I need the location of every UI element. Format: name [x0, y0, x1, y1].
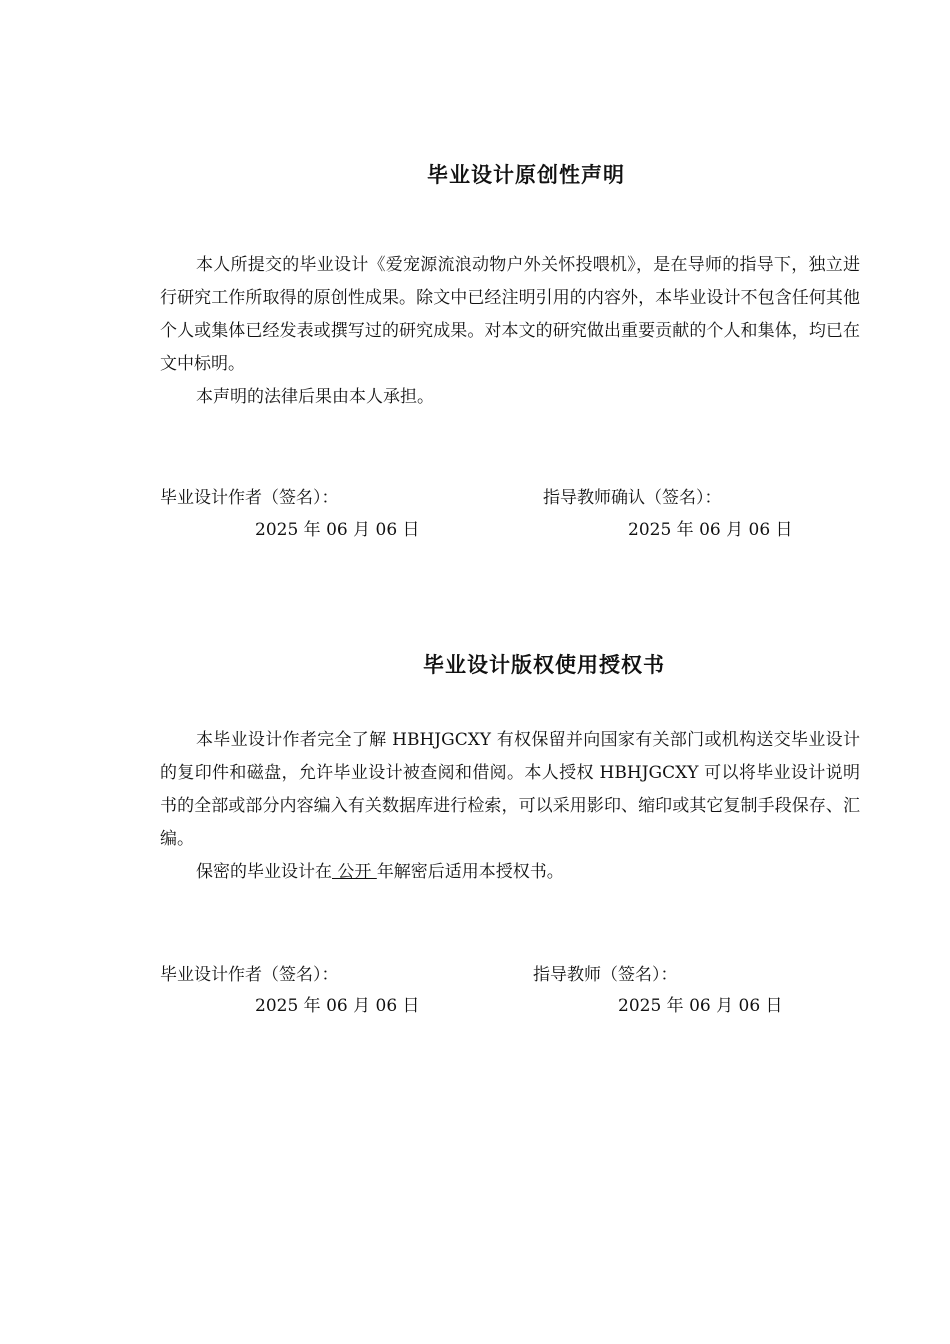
originality-author-date: 2025 年 06 月 06 日 [255, 520, 420, 540]
originality-teacher-signature-label: 指导教师确认（签名）： [543, 488, 722, 508]
originality-title: 毕业设计原创性声明 [427, 163, 625, 187]
copyright-author-signature-label: 毕业设计作者（签名）： [160, 965, 339, 985]
originality-legal-paragraph: 本声明的法律后果由本人承担。 [196, 387, 434, 407]
originality-teacher-date: 2025 年 06 月 06 日 [628, 520, 793, 540]
copyright-author-date: 2025 年 06 月 06 日 [255, 996, 420, 1016]
copyright-teacher-date: 2025 年 06 月 06 日 [618, 996, 783, 1016]
copyright-title: 毕业设计版权使用授权书 [423, 653, 665, 677]
copyright-paragraph: 本毕业设计作者完全了解 HBHJGCXY 有权保留并向国家有关部门或机构送交毕业设计的复印件和磁盘，允许毕业设计被查阅和借阅。本人授权 HBHJGCXY 可以将毕业设计说明书的全部或部分内容编入有关数据库进行检索，可以采用影印、缩印或其它复制手段保存、汇编。 [160, 730, 860, 849]
originality-author-signature-label: 毕业设计作者（签名）： [160, 488, 339, 508]
secrecy-period-field: 公开 [332, 862, 377, 882]
secrecy-prefix: 保密的毕业设计在 [196, 862, 332, 882]
secrecy-suffix: 年解密后适用本授权书。 [376, 862, 564, 882]
copyright-teacher-signature-label: 指导教师（签名）： [533, 965, 678, 985]
secrecy-paragraph [160, 856, 860, 889]
originality-paragraph: 本人所提交的毕业设计《爱宠源流浪动物户外关怀投喂机》，是在导师的指导下，独立进行研究工作所取得的原创性成果。除文中已经注明引用的内容外，本毕业设计不包含任何其他个人或集体已经发表或撰写过的研究成果。对本文的研究做出重要贡献的个人和集体，均已在文中标明。 [160, 255, 860, 374]
